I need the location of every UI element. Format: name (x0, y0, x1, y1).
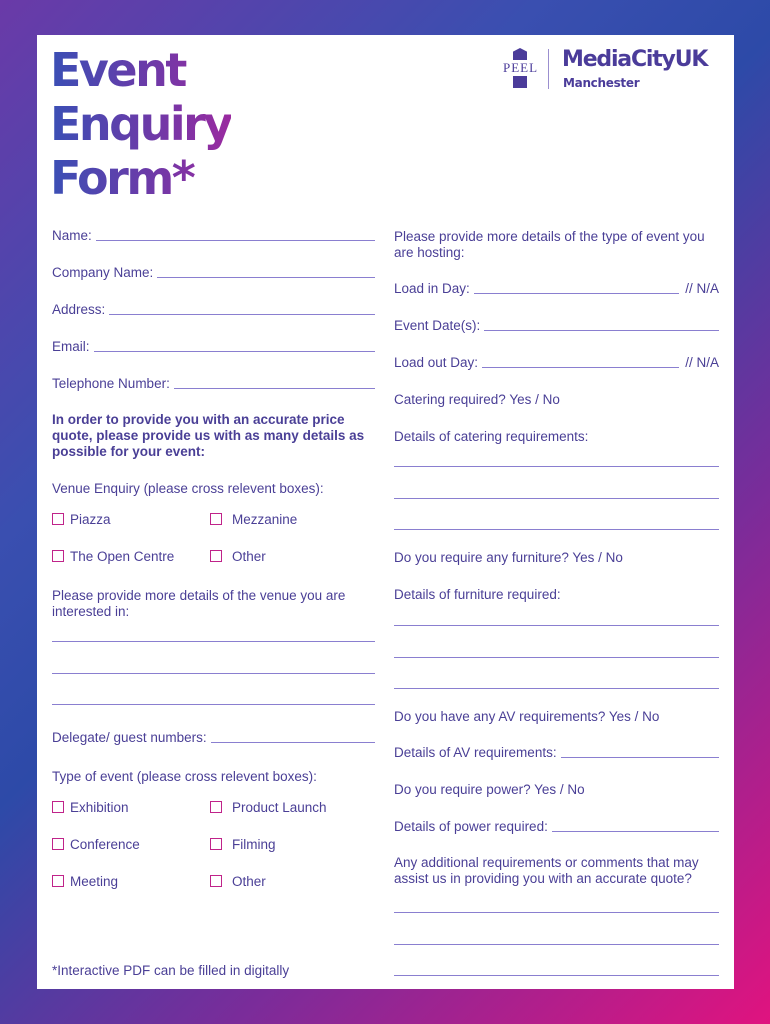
catering-line-1[interactable] (394, 466, 719, 467)
form-title (50, 43, 231, 205)
event-dates-field[interactable] (394, 318, 719, 334)
email-label: Email: (52, 339, 90, 354)
delegates-label: Delegate/ guest numbers: (52, 730, 207, 745)
telephone-input-line[interactable] (174, 388, 375, 389)
av-details-input-line[interactable] (561, 757, 719, 758)
type-meeting-label: Meeting (70, 874, 119, 889)
telephone-label: Telephone Number: (52, 376, 170, 391)
name-field[interactable] (52, 228, 375, 244)
type-exhibition-label: Exhibition (70, 800, 129, 815)
type-other-label: Other (232, 874, 266, 889)
venue-piazza-label: Piazza (70, 512, 111, 527)
catering-line-2[interactable] (394, 498, 719, 499)
catering-question: Catering required? Yes / No (394, 392, 560, 407)
additional-line-1[interactable] (394, 912, 719, 913)
telephone-field[interactable] (52, 376, 375, 392)
checkbox-meeting[interactable] (52, 875, 64, 887)
venue-details-label: Please provide more details of the venue you are interested in: (52, 588, 346, 619)
peel-mark-top-icon (513, 48, 527, 60)
brand-uk: UK (674, 47, 708, 72)
address-input-line[interactable] (109, 314, 375, 315)
checkbox-filming[interactable] (210, 838, 222, 850)
load-out-na: // N/A (685, 355, 719, 370)
type-product-launch-label: Product Launch (232, 800, 327, 815)
mediacityuk-wordmark (562, 47, 707, 72)
additional-line-3[interactable] (394, 975, 719, 976)
power-details-field[interactable] (394, 819, 719, 835)
title-line-2: Enquiry (50, 97, 231, 151)
intro-text: In order to provide you with an accurate price quote, please provide us with as many details as possible for your event: (52, 412, 365, 459)
venue-open-centre-label: The Open Centre (70, 549, 175, 564)
checkbox-exhibition[interactable] (52, 801, 64, 813)
furniture-line-2[interactable] (394, 657, 719, 658)
load-out-input-line[interactable] (482, 367, 679, 368)
power-details-label: Details of power required: (394, 819, 548, 834)
peel-mark-bottom-icon (513, 76, 527, 88)
additional-label: Any additional requirements or comments that may assist us in providing you with an accurate quote? (394, 855, 699, 886)
catering-details-label: Details of catering requirements: (394, 429, 589, 444)
venue-details-line-3[interactable] (52, 704, 375, 705)
checkbox-mezzanine[interactable] (210, 513, 222, 525)
checkbox-type-other[interactable] (210, 875, 222, 887)
load-out-label: Load out Day: (394, 355, 479, 370)
load-in-label: Load in Day: (394, 281, 470, 296)
type-conference-label: Conference (70, 837, 140, 852)
venue-heading: Venue Enquiry (please cross relevent boxes): (52, 481, 324, 496)
name-label: Name: (52, 228, 92, 243)
brand-city: City (630, 47, 675, 72)
event-details-label: Please provide more details of the type of event you are hosting: (394, 229, 705, 260)
load-in-field[interactable] (394, 281, 719, 297)
venue-details-line-1[interactable] (52, 641, 375, 642)
power-details-input-line[interactable] (552, 831, 719, 832)
name-input-line[interactable] (96, 240, 375, 241)
title-line-3: Form* (50, 151, 194, 205)
address-field[interactable] (52, 302, 375, 318)
load-out-field[interactable] (394, 355, 719, 371)
venue-other-label: Other (232, 549, 266, 564)
checkbox-product-launch[interactable] (210, 801, 222, 813)
title-line-1: Event (50, 43, 185, 97)
event-dates-input-line[interactable] (484, 330, 719, 331)
checkbox-open-centre[interactable] (52, 550, 64, 562)
delegates-field[interactable] (52, 730, 375, 746)
load-in-input-line[interactable] (474, 293, 679, 294)
load-in-na: // N/A (685, 281, 719, 296)
email-field[interactable] (52, 339, 375, 355)
av-details-field[interactable] (394, 745, 719, 761)
furniture-line-1[interactable] (394, 625, 719, 626)
furniture-details-label: Details of furniture required: (394, 587, 561, 602)
footnote: *Interactive PDF can be filled in digitally (52, 963, 290, 978)
delegates-input-line[interactable] (211, 742, 375, 743)
furniture-line-3[interactable] (394, 688, 719, 689)
address-label: Address: (52, 302, 106, 317)
location-label: Manchester (563, 76, 640, 90)
brand-media: Media (562, 47, 631, 72)
type-filming-label: Filming (232, 837, 276, 852)
furniture-question: Do you require any furniture? Yes / No (394, 550, 623, 565)
av-question: Do you have any AV requirements? Yes / No (394, 709, 660, 724)
company-label: Company Name: (52, 265, 154, 280)
company-input-line[interactable] (157, 277, 375, 278)
power-question: Do you require power? Yes / No (394, 782, 585, 797)
additional-line-2[interactable] (394, 944, 719, 945)
form-sheet (37, 35, 734, 989)
checkbox-conference[interactable] (52, 838, 64, 850)
peel-logo (503, 47, 537, 89)
type-heading: Type of event (please cross relevent boxes): (52, 769, 317, 784)
av-details-label: Details of AV requirements: (394, 745, 557, 760)
company-field[interactable] (52, 265, 375, 281)
checkbox-venue-other[interactable] (210, 550, 222, 562)
venue-details-line-2[interactable] (52, 673, 375, 674)
logo-divider (548, 49, 549, 89)
checkbox-piazza[interactable] (52, 513, 64, 525)
event-dates-label: Event Date(s): (394, 318, 481, 333)
peel-wordmark: PEEL (503, 60, 539, 75)
venue-mezzanine-label: Mezzanine (232, 512, 298, 527)
catering-line-3[interactable] (394, 529, 719, 530)
email-input-line[interactable] (94, 351, 375, 352)
